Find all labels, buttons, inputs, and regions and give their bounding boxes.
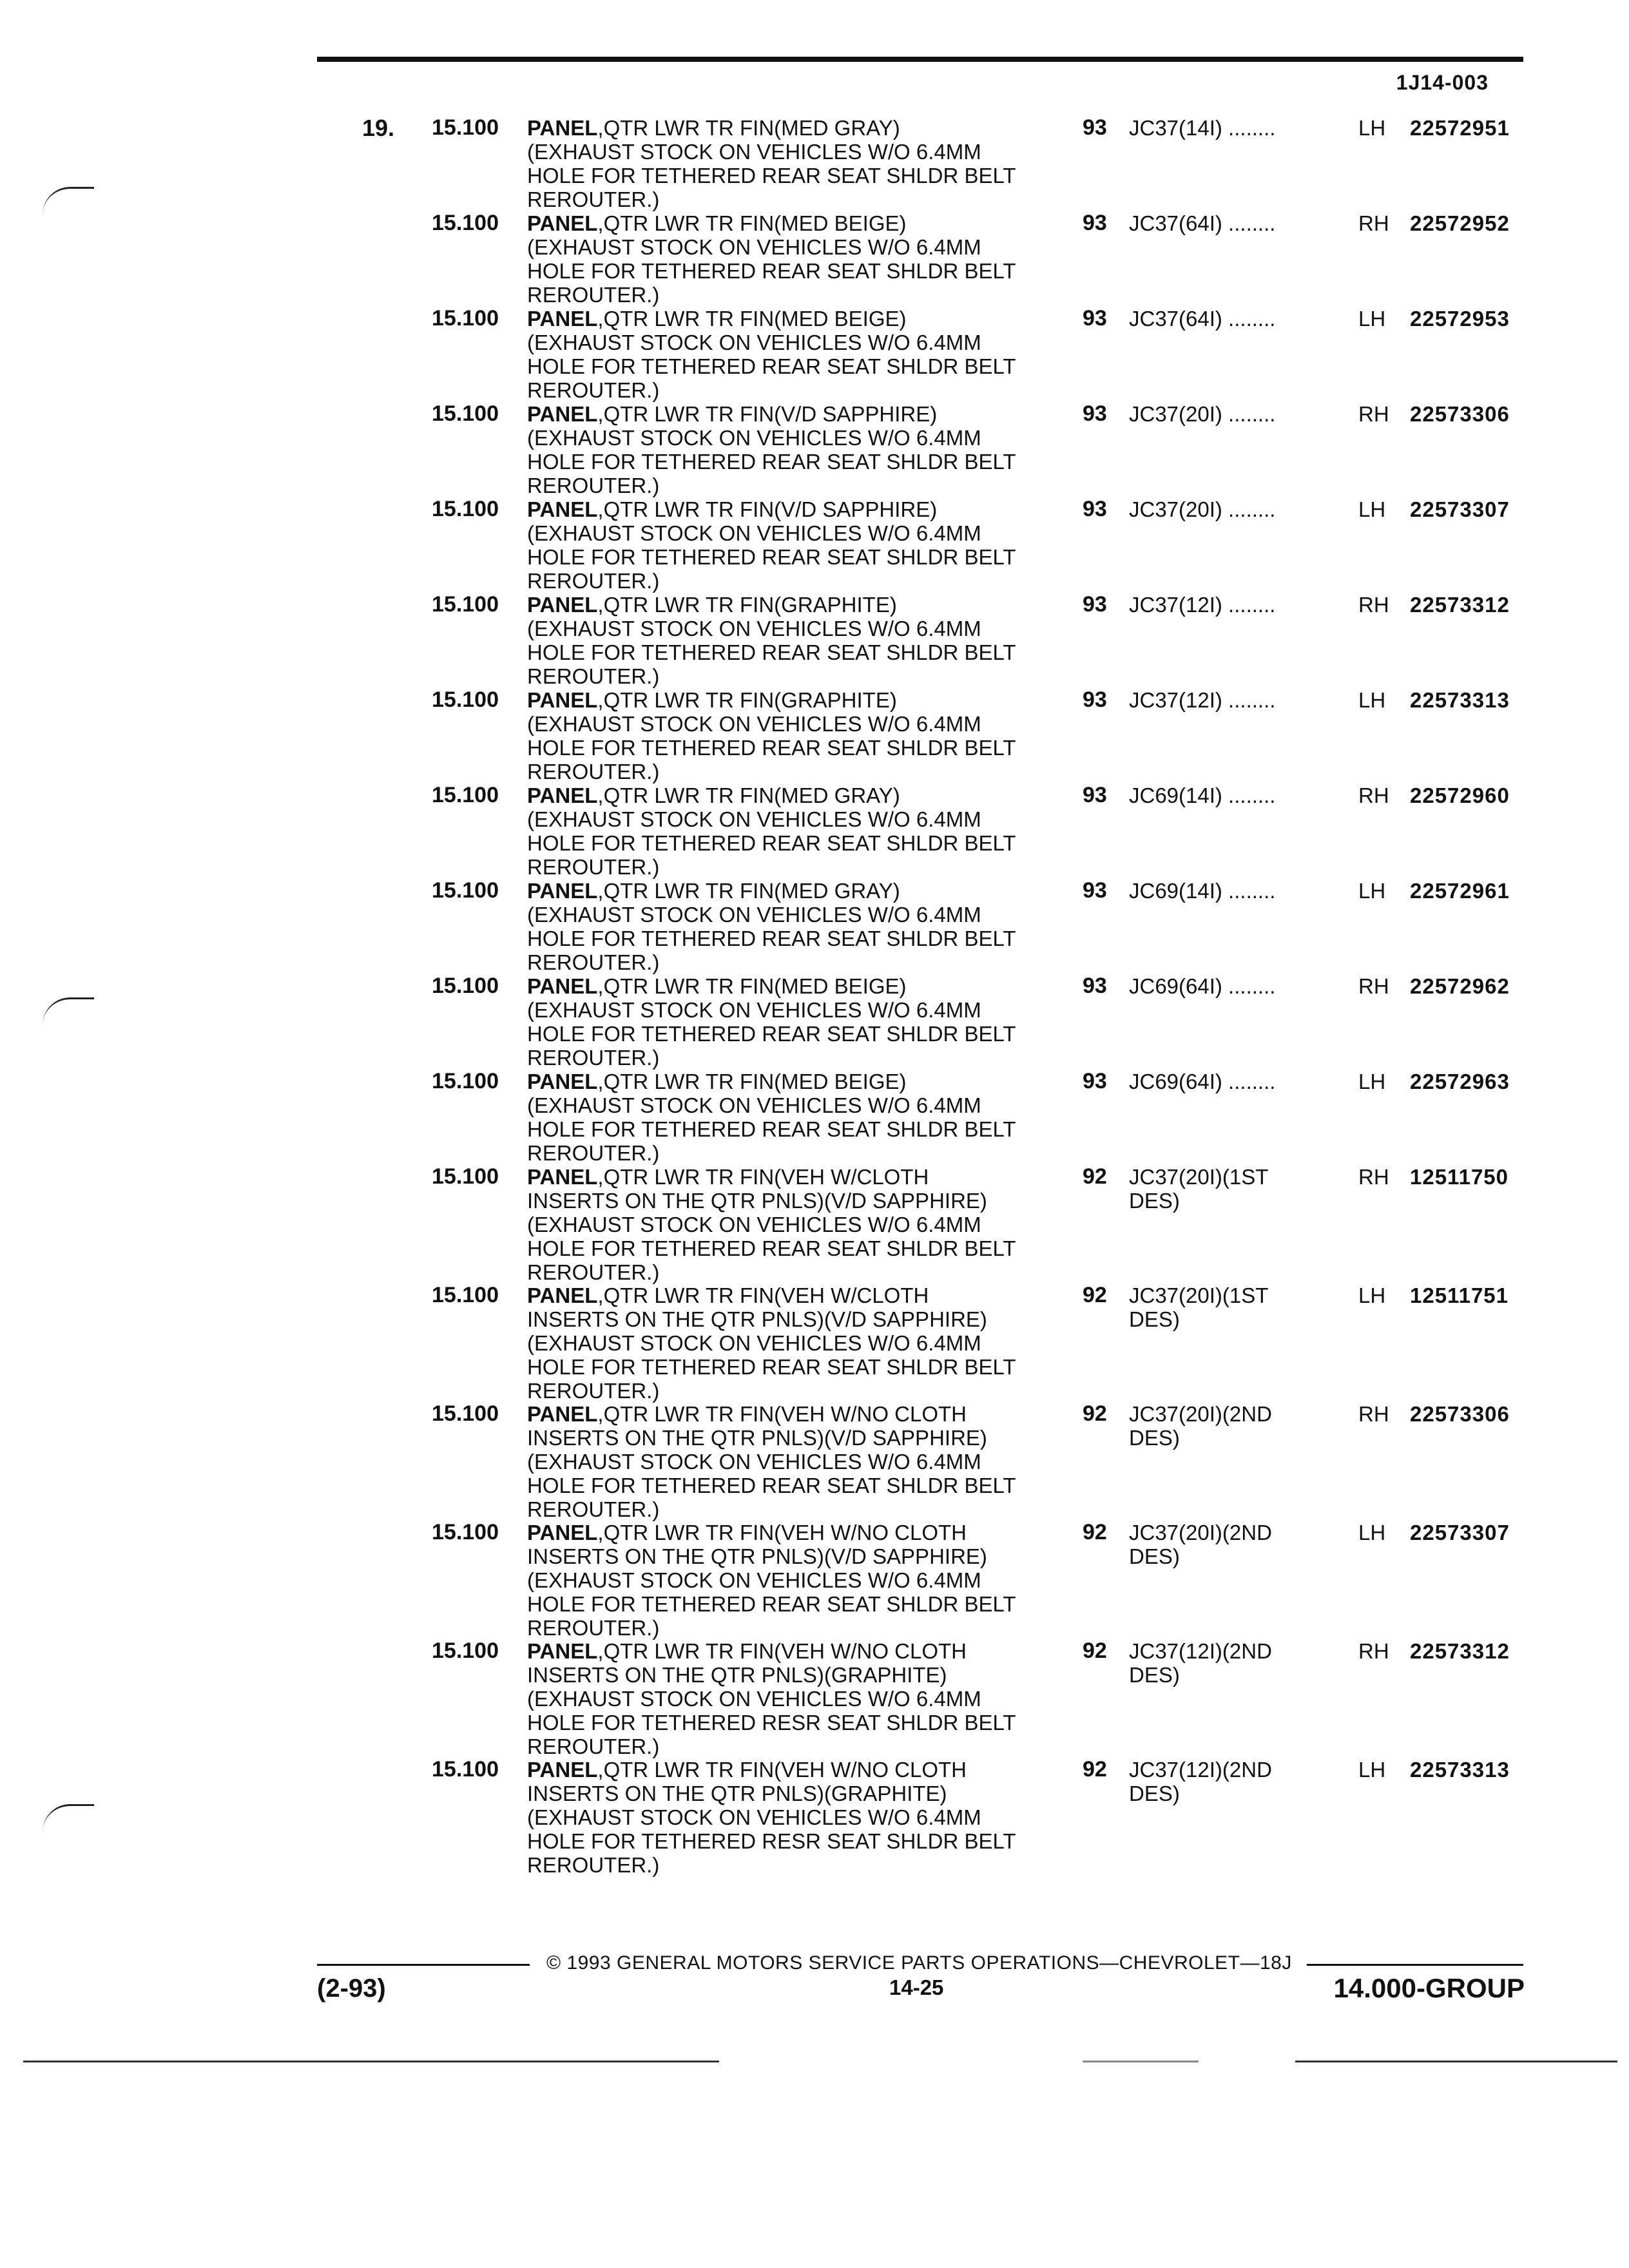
- part-description-text: ,QTR LWR TR FIN(V/D SAPPHIRE) (EXHAUST STOCK ON VEHICLES W/O 6.4MM HOLE FOR TETHERED REAR SEAT SHLDR BELT REROUTER.): [527, 402, 1016, 497]
- reference-number: 15.100: [432, 974, 499, 998]
- part-description: [527, 879, 1055, 974]
- model-code: JC37(20I)(1ST DES): [1129, 1165, 1269, 1213]
- side: LH: [1358, 1758, 1386, 1782]
- copyright-line: © 1993 GENERAL MOTORS SERVICE PARTS OPERATIONS—CHEVROLET—18J: [546, 1952, 1292, 1974]
- part-name: PANEL: [527, 497, 598, 521]
- page-id: 1J14-003: [1396, 71, 1489, 94]
- top-rule: [317, 57, 1523, 62]
- reference-number: 15.100: [432, 1520, 499, 1544]
- reference-number: 15.100: [432, 1401, 499, 1426]
- part-number: 22573312: [1410, 1639, 1510, 1663]
- part-name: PANEL: [527, 783, 598, 807]
- page-number: 14-25: [889, 1975, 944, 1999]
- reference-number: 15.100: [432, 1283, 499, 1307]
- part-number: 22573312: [1410, 593, 1510, 617]
- part-name: PANEL: [527, 1758, 598, 1782]
- reference-number: 15.100: [432, 687, 499, 712]
- part-description-text: ,QTR LWR TR FIN(MED BEIGE) (EXHAUST STOCK ON VEHICLES W/O 6.4MM HOLE FOR TETHERED REAR SEAT SHLDR BELT REROUTER.): [527, 1070, 1016, 1165]
- reference-number: 15.100: [432, 592, 499, 617]
- reference-number: 15.100: [432, 783, 499, 807]
- model-code: JC37(20I)(2ND DES): [1129, 1521, 1272, 1568]
- reference-number: 15.100: [432, 1164, 499, 1189]
- footer-rule-left: [317, 1964, 530, 1966]
- bottom-rule: [23, 2061, 719, 2062]
- model-year: 93: [1083, 687, 1107, 712]
- part-name: PANEL: [527, 1165, 598, 1189]
- side: LH: [1358, 1521, 1386, 1544]
- part-number: 22572960: [1410, 783, 1510, 807]
- model-code: JC69(64I) ........: [1129, 1070, 1276, 1093]
- part-description: [527, 402, 1055, 497]
- model-code: JC37(64I) ........: [1129, 211, 1276, 235]
- part-name: PANEL: [527, 1521, 598, 1544]
- part-name: PANEL: [527, 974, 598, 998]
- part-number: 22572963: [1410, 1070, 1510, 1093]
- model-year: 93: [1083, 878, 1107, 903]
- part-description-text: ,QTR LWR TR FIN(MED BEIGE) (EXHAUST STOCK ON VEHICLES W/O 6.4MM HOLE FOR TETHERED REAR SEAT SHLDR BELT REROUTER.): [527, 211, 1016, 307]
- part-description-text: ,QTR LWR TR FIN(VEH W/NO CLOTH INSERTS ON THE QTR PNLS)(GRAPHITE) (EXHAUST STOCK ON VEHICLES W/O 6.4MM HOLE FOR TETHERED RESR SEAT SHLDR BELT REROUTER.): [527, 1639, 1016, 1758]
- model-year: 93: [1083, 306, 1107, 331]
- side: LH: [1358, 307, 1386, 331]
- model-code: JC69(14I) ........: [1129, 783, 1276, 807]
- group-label: 14.000-GROUP: [1333, 1973, 1525, 2003]
- model-year: 93: [1083, 974, 1107, 998]
- part-number: 22573307: [1410, 497, 1510, 521]
- margin-mark: [43, 997, 94, 1025]
- part-description-text: ,QTR LWR TR FIN(MED BEIGE) (EXHAUST STOCK ON VEHICLES W/O 6.4MM HOLE FOR TETHERED REAR SEAT SHLDR BELT REROUTER.): [527, 974, 1016, 1070]
- side: RH: [1358, 1402, 1389, 1426]
- model-year: 93: [1083, 401, 1107, 426]
- model-year: 93: [1083, 115, 1107, 140]
- part-number: 12511751: [1410, 1283, 1509, 1307]
- part-description-text: ,QTR LWR TR FIN(V/D SAPPHIRE) (EXHAUST STOCK ON VEHICLES W/O 6.4MM HOLE FOR TETHERED REAR SEAT SHLDR BELT REROUTER.): [527, 497, 1016, 593]
- reference-number: 15.100: [432, 1639, 499, 1663]
- reference-number: 15.100: [432, 497, 499, 521]
- part-number: 22572951: [1410, 116, 1510, 140]
- part-name: PANEL: [527, 307, 598, 331]
- part-number: 22572952: [1410, 211, 1510, 235]
- part-description-text: ,QTR LWR TR FIN(VEH W/CLOTH INSERTS ON THE QTR PNLS)(V/D SAPPHIRE) (EXHAUST STOCK ON VEHICLES W/O 6.4MM HOLE FOR TETHERED REAR SEAT SHLDR BELT REROUTER.): [527, 1165, 1016, 1284]
- part-description: [527, 688, 1055, 783]
- model-year: 92: [1083, 1757, 1107, 1782]
- part-description: [527, 211, 1055, 307]
- side: RH: [1358, 1639, 1389, 1663]
- part-description: [527, 307, 1055, 402]
- date-code: (2-93): [317, 1974, 386, 2003]
- model-year: 93: [1083, 211, 1107, 235]
- part-number: 22573313: [1410, 1758, 1510, 1782]
- part-description-text: ,QTR LWR TR FIN(MED GRAY) (EXHAUST STOCK ON VEHICLES W/O 6.4MM HOLE FOR TETHERED REAR SEAT SHLDR BELT REROUTER.): [527, 783, 1016, 879]
- model-year: 92: [1083, 1520, 1107, 1544]
- side: LH: [1358, 497, 1386, 521]
- part-description-text: ,QTR LWR TR FIN(VEH W/CLOTH INSERTS ON THE QTR PNLS)(V/D SAPPHIRE) (EXHAUST STOCK ON VEHICLES W/O 6.4MM HOLE FOR TETHERED REAR SEAT SHLDR BELT REROUTER.): [527, 1283, 1016, 1403]
- model-code: JC69(14I) ........: [1129, 879, 1276, 903]
- part-number: 22573307: [1410, 1521, 1510, 1544]
- part-description: [527, 1283, 1055, 1403]
- part-name: PANEL: [527, 688, 598, 712]
- model-code: JC37(12I) ........: [1129, 688, 1276, 712]
- side: LH: [1358, 116, 1386, 140]
- part-name: PANEL: [527, 402, 598, 426]
- part-description-text: ,QTR LWR TR FIN(VEH W/NO CLOTH INSERTS ON THE QTR PNLS)(V/D SAPPHIRE) (EXHAUST STOCK ON VEHICLES W/O 6.4MM HOLE FOR TETHERED REAR SEAT SHLDR BELT REROUTER.): [527, 1402, 1016, 1521]
- model-year: 93: [1083, 592, 1107, 617]
- reference-number: 15.100: [432, 401, 499, 426]
- reference-number: 15.100: [432, 878, 499, 903]
- model-code: JC37(20I) ........: [1129, 402, 1276, 426]
- side: RH: [1358, 402, 1389, 426]
- part-description-text: ,QTR LWR TR FIN(MED BEIGE) (EXHAUST STOCK ON VEHICLES W/O 6.4MM HOLE FOR TETHERED REAR SEAT SHLDR BELT REROUTER.): [527, 307, 1016, 402]
- part-name: PANEL: [527, 593, 598, 617]
- part-name: PANEL: [527, 1639, 598, 1663]
- part-description-text: ,QTR LWR TR FIN(GRAPHITE) (EXHAUST STOCK ON VEHICLES W/O 6.4MM HOLE FOR TETHERED REAR SEAT SHLDR BELT REROUTER.): [527, 688, 1016, 783]
- part-number: 22572962: [1410, 974, 1510, 998]
- part-description: [527, 1165, 1055, 1284]
- side: RH: [1358, 1165, 1389, 1189]
- part-description-text: ,QTR LWR TR FIN(MED GRAY) (EXHAUST STOCK ON VEHICLES W/O 6.4MM HOLE FOR TETHERED REAR SEAT SHLDR BELT REROUTER.): [527, 116, 1016, 211]
- model-code: JC69(64I) ........: [1129, 974, 1276, 998]
- part-description: [527, 1070, 1055, 1165]
- model-code: JC37(20I) ........: [1129, 497, 1276, 521]
- part-description-text: ,QTR LWR TR FIN(MED GRAY) (EXHAUST STOCK ON VEHICLES W/O 6.4MM HOLE FOR TETHERED REAR SEAT SHLDR BELT REROUTER.): [527, 879, 1016, 974]
- bottom-rule: [1083, 2061, 1199, 2062]
- part-description: [527, 1402, 1055, 1521]
- model-year: 93: [1083, 1069, 1107, 1093]
- reference-number: 15.100: [432, 1757, 499, 1782]
- part-name: PANEL: [527, 211, 598, 235]
- part-name: PANEL: [527, 1283, 598, 1307]
- part-description: [527, 783, 1055, 879]
- side: RH: [1358, 783, 1389, 807]
- margin-mark: [43, 187, 94, 215]
- part-number: 22572953: [1410, 307, 1510, 331]
- reference-number: 15.100: [432, 306, 499, 331]
- side: LH: [1358, 688, 1386, 712]
- model-year: 92: [1083, 1639, 1107, 1663]
- model-code: JC37(12I)(2ND DES): [1129, 1758, 1272, 1805]
- part-name: PANEL: [527, 1402, 598, 1426]
- side: RH: [1358, 211, 1389, 235]
- side: RH: [1358, 974, 1389, 998]
- part-number: 22573313: [1410, 688, 1510, 712]
- side: RH: [1358, 593, 1389, 617]
- part-description-text: ,QTR LWR TR FIN(VEH W/NO CLOTH INSERTS ON THE QTR PNLS)(GRAPHITE) (EXHAUST STOCK ON VEHICLES W/O 6.4MM HOLE FOR TETHERED RESR SEAT SHLDR BELT REROUTER.): [527, 1758, 1016, 1877]
- model-year: 93: [1083, 783, 1107, 807]
- reference-number: 15.100: [432, 115, 499, 140]
- model-code: JC37(12I) ........: [1129, 593, 1276, 617]
- model-year: 92: [1083, 1401, 1107, 1426]
- part-name: PANEL: [527, 1070, 598, 1093]
- margin-mark: [43, 1804, 94, 1832]
- part-number: 22572961: [1410, 879, 1510, 903]
- part-number: 22573306: [1410, 1402, 1510, 1426]
- reference-number: 15.100: [432, 211, 499, 235]
- part-description: [527, 593, 1055, 688]
- side: LH: [1358, 1070, 1386, 1093]
- model-code: JC37(12I)(2ND DES): [1129, 1639, 1272, 1687]
- part-description: [527, 497, 1055, 593]
- part-description: [527, 1521, 1055, 1640]
- part-number: 22573306: [1410, 402, 1510, 426]
- part-description: [527, 974, 1055, 1070]
- part-description: [527, 1639, 1055, 1758]
- model-year: 93: [1083, 497, 1107, 521]
- part-description-text: ,QTR LWR TR FIN(VEH W/NO CLOTH INSERTS ON THE QTR PNLS)(V/D SAPPHIRE) (EXHAUST STOCK ON VEHICLES W/O 6.4MM HOLE FOR TETHERED REAR SEAT SHLDR BELT REROUTER.): [527, 1521, 1016, 1640]
- part-name: PANEL: [527, 879, 598, 903]
- reference-number: 15.100: [432, 1069, 499, 1093]
- model-code: JC37(14I) ........: [1129, 116, 1276, 140]
- part-description-text: ,QTR LWR TR FIN(GRAPHITE) (EXHAUST STOCK ON VEHICLES W/O 6.4MM HOLE FOR TETHERED REAR SEAT SHLDR BELT REROUTER.): [527, 593, 1016, 688]
- model-code: JC37(64I) ........: [1129, 307, 1276, 331]
- model-code: JC37(20I)(2ND DES): [1129, 1402, 1272, 1450]
- side: LH: [1358, 879, 1386, 903]
- side: LH: [1358, 1283, 1386, 1307]
- part-description: [527, 1758, 1055, 1877]
- model-year: 92: [1083, 1283, 1107, 1307]
- footer-rule-right: [1307, 1964, 1523, 1966]
- model-code: JC37(20I)(1ST DES): [1129, 1283, 1269, 1331]
- part-number: 12511750: [1410, 1165, 1509, 1189]
- item-number: 19.: [362, 115, 395, 141]
- part-description: [527, 116, 1055, 211]
- part-name: PANEL: [527, 116, 598, 140]
- model-year: 92: [1083, 1164, 1107, 1189]
- bottom-rule: [1295, 2061, 1617, 2062]
